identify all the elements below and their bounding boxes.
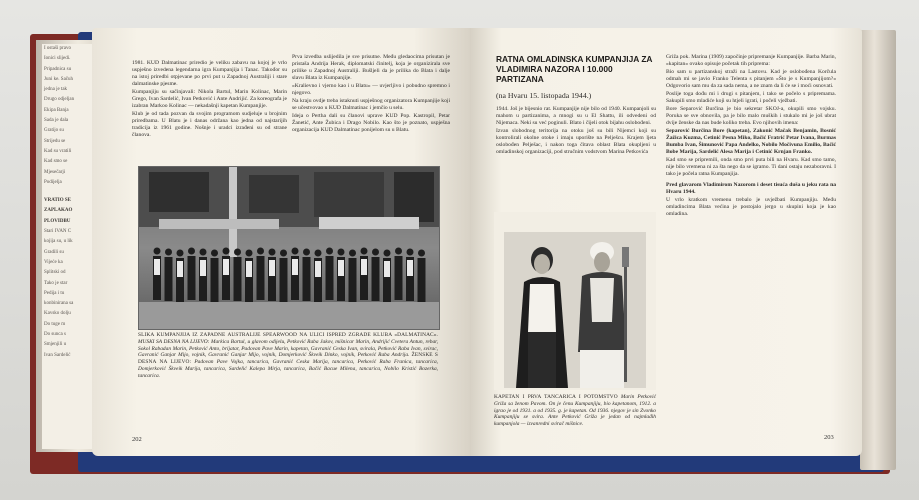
clipping-line: Kad su vratili (44, 148, 72, 154)
clipping-line: ZAPLAKAO (44, 208, 73, 214)
left-photo-caption (138, 332, 438, 380)
person-body (257, 256, 265, 300)
person-body (188, 256, 196, 300)
clipping-line: Kad smo se (44, 159, 68, 165)
person-shirt (177, 261, 183, 277)
person-head (349, 250, 356, 257)
caption-body: MUSKI SA DESNA NA LIJEVO: Markica Bartul, u glavom odijelu, Petković Raba Jakov, mišnicar Marin, Andrijić Cvetera Antun, rebar, Sokol Rabadan Marin, Petković Anto, brijatar, Padovan Pave Marin, kapetan, Gavranić Ceska Ivan, svirala, Petković Raba Ivan, svirac, Gavranić Ganjar Mijo, vojnik, Gavranić Ganjar Mijo, vojnik, Domjerković Škveik Dinko, vojnik, Petković Raba Andrija. (138, 338, 438, 359)
paragraph: Poslije toga dođu mi i drugi s pitanjem, i tako se počelo s pripremama. Sakupili smo mladiće koji su htjeli igrati, i počeli vježbati. (666, 91, 836, 104)
paragraph: Kad smo se pripremili, onda smo prvi puta bili na Hvaru. Kad smo tamo, nije bilo vremena ni za šta nego da se igramo. Ti dani ostaju nezaboravni. I tako je počela ratna Kumpanjija. (666, 157, 836, 177)
caption-women-title: ŽENSKE S DESNA NA LIJEVO: (138, 352, 438, 366)
right-photo-caption (494, 394, 656, 428)
right-page-col2 (666, 54, 836, 219)
person-head (315, 250, 322, 257)
person-head (280, 250, 287, 257)
person-shirt (246, 261, 252, 277)
caption-title: KAPETAN I PRVA TANCARICA I POTOMSTVO (494, 394, 618, 400)
paragraph: Na kraju ovdje treba istaknuti uspješnog organizatora Kumpanjije koji se učestvovao u KUD Dalmatinac i jemčio u selu. (292, 98, 450, 111)
person-body (165, 257, 173, 301)
person-head (223, 248, 230, 255)
right-page-col1 (496, 106, 656, 157)
person-head (303, 249, 310, 256)
paragraph: »Kralievno i vjerno kao i u Blatu« — uvjerljivo i pobudno spremno i njegovo. (292, 83, 450, 96)
clipping-line: Smjenjili u (44, 342, 67, 348)
paragraph: 1944. Još je bijesnio rat. Kumpanjije nije bilo od 1940. Kumpanjoli su mahom u partizanima, a mnogi su u El Shattu, ili odvedeni od Nijemaca. Neki su već poginuli. Blato i čijeli otok bijahu oslobođeni. (496, 106, 656, 126)
person-shirt (154, 259, 160, 275)
person-head (154, 248, 161, 255)
person-head (372, 249, 379, 256)
inserted-clipping (42, 44, 92, 449)
person-body (326, 256, 334, 300)
person-body (280, 258, 288, 302)
person-head (395, 248, 402, 255)
person-head (384, 250, 391, 257)
paragraph: Griža pok. Marina (1909) započinje pripremanje Kumpanjije. Barba Marin, »kapitan« ovako opisuje početak tih priprema: (666, 54, 836, 67)
person-shirt (292, 259, 298, 275)
clipping-line: Ivan Sardelić (44, 352, 71, 358)
clipping-line: PLOVIDBU (44, 218, 71, 224)
person-head (292, 248, 299, 255)
person-head (418, 250, 425, 257)
left-page-col2 (292, 54, 450, 135)
clipping-line: Do tuge m (44, 321, 66, 327)
clipping-line: jedna je tak (44, 87, 68, 93)
person-shirt (200, 260, 206, 276)
clipping-line: Pripadnica su (44, 66, 72, 72)
person-body (372, 257, 380, 301)
person-shirt (384, 261, 390, 277)
clipping-text (42, 44, 92, 361)
photo-image (494, 212, 656, 390)
clipping-line: Gratijo su (44, 128, 64, 134)
clipping-line: Tako je star (44, 280, 68, 286)
person-shirt (407, 260, 413, 276)
person-head (269, 249, 276, 256)
paragraph: Kumpanjiju su sačinjavali: Nikola Bartul, Marin Kolinac, Marin Grego, Ivan Sardelić, Ivan Petković i Ante Andrijić. Za koreografa je izabran Markoo Kolinac — nekadašnji kapetan Kumpanjije. (132, 89, 287, 109)
person-head (234, 249, 241, 256)
person-head (361, 248, 368, 255)
chapter-date: (na Hvaru 15. listopada 1944.) (496, 91, 592, 100)
book-page-edges (860, 30, 896, 470)
clipping-line: I ostaši pravo (44, 46, 71, 51)
person-body (303, 257, 311, 301)
clipping-line: Mjesečarji (44, 169, 66, 175)
person-head (246, 250, 253, 257)
person-shirt (315, 261, 321, 277)
paragraph: 1981. KUD Dalmatinac priredio je veliku zabavu na kojoj je vrlo uspješno izvedena legendarna igra Kumpanjija i Tanac. Takođor su na istoj priredbi otpjevane po prvi put u Zapadnoj Australiji i stare dalmatinske pjesme. (132, 60, 287, 87)
paragraph: Prva izvedba uslijedila je sve prisutne. Među gledaocima prisutan je pristaša Andrija Herak, diplomatski činitelj, koja je organizirala sve prilike u Zapadnoj Australiji. Bušljeli da je prilika do Blata i dalje slavu Blata iz Kumpanjije. (292, 54, 450, 81)
photo-captain-dancer (494, 212, 656, 390)
person-head (188, 248, 195, 255)
clipping-line: Strijedu se (44, 138, 66, 144)
person-body (349, 258, 357, 302)
person-body (418, 258, 426, 302)
page-number-right: 203 (824, 434, 834, 441)
person-shirt (223, 259, 229, 275)
paragraph: Bore Separović Burčina je bio sekretar SKOJ-a, okupili smo vojsku. Poruka se sve obnovila, pa je bilo malo muških i stukalo mi je još ubrat dvije ženske da nas bude koliko treba. Evo njihovih imena: (666, 106, 836, 126)
clipping-line: Splitski od (44, 270, 66, 276)
caption-women: Padovan Pave Vojka, tancarica, Gavranić Ceska Marija, tancarica, Petković Raba Franica, tancarica, Domjerković Škveik Marija, tancarica, Sardelić Kalepa Mirja, tancarica, Bačić Bacue Milena, tancarica, Nobilo Kristić Bozerka, tancarica. (138, 359, 439, 379)
bold-subheading: Pred glavarom Vladimirom Nazorom i deset tisuća duša u jeku rata na Hvaru 1944. (666, 182, 836, 195)
paragraph: U vrlo kratkom vremenu trebalo je uvježbati Kumpanjiju. Među omladincima Blata većina je postojalo jergo u skupini koja je kao omladina. (666, 197, 836, 217)
left-page (92, 28, 470, 456)
person-head (200, 249, 207, 256)
clipping-line: Pedija i tu (44, 290, 65, 296)
paragraph: Separović Burčina Bore (kapetan), Zakonić Mačak Benjamin, Bosnić Žažica Kuzma, Cetinić Pesna Miko, Bačić Fratrić Petar Ivana, Burmas Bumba Ivan, Šimunović Papa Anđelko, Nobilo Močivuna Emilio, Bačić Bobe Marija, Sardelić Alesa Marija i Cetinić Krnjan Franko. (666, 128, 836, 155)
clipping-line: Do sunca s (44, 332, 66, 338)
person-shirt (338, 260, 344, 276)
person-head (257, 248, 264, 255)
photo-kumpanjija-group (138, 166, 440, 330)
person-body (395, 256, 403, 300)
paragraph: Ideja o Pertha dali su članovi uprave KUD Pop. Kastropil, Petar Žanetić, Ante Žubica i Drago Nobilo. Kao što je poznato, uspješna organizacija KUD Dalmatinac ponijelom su u Blatu. (292, 113, 450, 133)
clipping-line: VRATIO SE (44, 198, 71, 204)
person-shirt (269, 260, 275, 276)
caption-body: Marin Petković Griža sa ženom Pavom. On je čenu Kumpanjiju, bio kapetanom, 1912. a igrao je od 1931. a od 1935. g. je kapetan. Od 1936. njegov je sin Zvonko Kumpanjiju se svira. Ante Petković Griža je jedan od najmlađih kumpanjola — izvanredni svirač mišnice. (494, 394, 656, 428)
person-head (326, 248, 333, 255)
photo-image (139, 167, 439, 329)
paragraph: Klub je od tada pozvan da svojim programom sudjeluje u brojnim priredbama. U Blatu je i danas održana kao jedna od najstarijih tradicija iz 1961 godine. Nošnje i uradci izrađeni su od strane članova. (132, 111, 287, 138)
paragraph: Bio sam u partizanskoj straži na Lastovu. Kad je oslobođena Korčula odmah mi se javio Franko Telenta s pitanjem »Što je s Kumpanjijom?« Odgovorio sam mu da za sada nema, a ne znam da li će se i moći osnovati. (666, 69, 836, 89)
person-head (211, 250, 218, 257)
clipping-line: Podijelja (44, 179, 62, 185)
person-head (407, 249, 414, 256)
paragraph: Izvan slobodnog teritorija na otoku još su bili Nijemci koji su kontrolirali okolne otoke i imaju uporište na Pelješcu. Krajem ljeta oslobođen Pelješac, i nakon toga čitava oblast Blata okupljeni u omladinskoj organizaciji, pod stručnim vodstvom Marina Petkovića (496, 128, 656, 155)
right-page (470, 28, 862, 456)
clipping-line: Gradili su (44, 249, 64, 255)
chapter-title: RATNA OMLADINSKA KUMPANJIJA ZA VLADIMIRA NAZORA I 10.000 PARTIZANA (496, 54, 653, 84)
person-body (234, 257, 242, 301)
clipping-line: Vijeće ka (44, 259, 63, 265)
clipping-line: Drugo odjeljan (44, 97, 75, 103)
page-number-left: 202 (132, 436, 142, 443)
clipping-line: Sada je dala (44, 118, 69, 124)
person-head (165, 249, 172, 256)
person-shirt (361, 259, 367, 275)
clipping-line: Ekipa Banja (44, 107, 69, 113)
person-head (177, 250, 184, 257)
clipping-line: Ionici slijedi. (44, 56, 71, 62)
clipping-line: kojija su, u lik (44, 239, 73, 245)
caption-title: SLIKA KUMPANJIJA IZ ZAPADNE AUSTRALIJE SPEARWOOD NA ULICI ISPRED ZGRADE KLUBA »DALMATINAC«. (138, 332, 438, 338)
clipping-line: Stari IVAN C (44, 229, 72, 235)
clipping-line: Juni ke. Sačuh (44, 76, 74, 82)
left-page-col1 (132, 60, 287, 140)
clipping-line: konbinirana sa (44, 301, 74, 307)
person-head (338, 249, 345, 256)
clipping-line: Kavsko dolju (44, 311, 71, 317)
person-body (211, 258, 219, 302)
